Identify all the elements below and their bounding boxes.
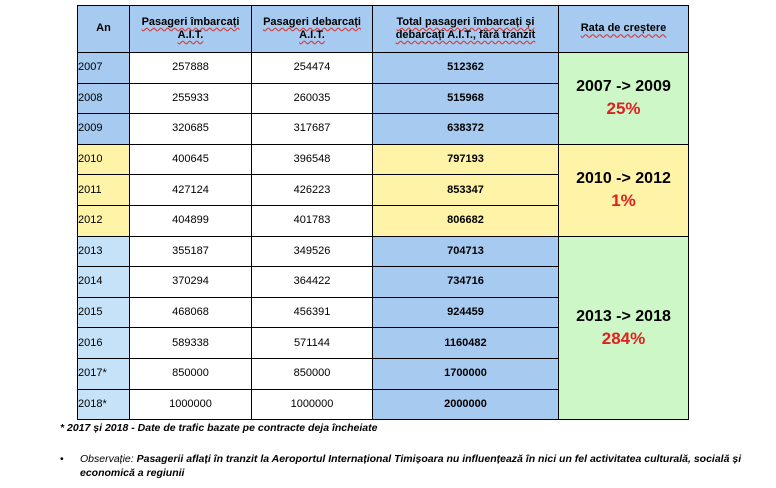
observation-note [60, 452, 760, 480]
year-cell: 2017* [78, 358, 130, 389]
year-cell: 2007 [78, 53, 130, 84]
total-cell: 797193 [373, 144, 559, 175]
growth-rate-2007-2009 [559, 53, 689, 145]
embarked-cell: 255933 [130, 83, 252, 114]
year-cell: 2015 [78, 297, 130, 328]
embarked-cell: 404899 [130, 205, 252, 236]
embarked-cell: 320685 [130, 114, 252, 145]
year-cell: 2010 [78, 144, 130, 175]
year-cell: 2012 [78, 205, 130, 236]
total-cell: 924459 [373, 297, 559, 328]
disembarked-cell: 571144 [252, 328, 373, 359]
disembarked-cell: 254474 [252, 53, 373, 84]
header-growth-rate: Rata de creștere [559, 6, 689, 53]
disembarked-cell: 317687 [252, 114, 373, 145]
table-row [78, 53, 689, 84]
total-cell: 1700000 [373, 358, 559, 389]
table-row [78, 236, 689, 267]
embarked-cell: 468068 [130, 297, 252, 328]
disembarked-cell: 349526 [252, 236, 373, 267]
header-disembarked: Pasageri debarcați A.I.T. [252, 6, 373, 53]
disembarked-cell: 396548 [252, 144, 373, 175]
observation-body: Pasagerii aflați în tranzit la Aeroportul Internațional Timișoara nu influențează în nici un fel activitatea culturală, socială și economică a regiunii [80, 453, 742, 479]
total-cell: 806682 [373, 205, 559, 236]
embarked-cell: 257888 [130, 53, 252, 84]
total-cell: 704713 [373, 236, 559, 267]
table-row [78, 144, 689, 175]
header-year: An [78, 6, 130, 53]
growth-range: 2007 -> 2009 [576, 78, 671, 96]
total-cell: 2000000 [373, 389, 559, 420]
table-header-row [78, 6, 689, 53]
disembarked-cell: 426223 [252, 175, 373, 206]
embarked-cell: 589338 [130, 328, 252, 359]
total-cell: 638372 [373, 114, 559, 145]
total-cell: 515968 [373, 83, 559, 114]
disembarked-cell: 364422 [252, 267, 373, 298]
disembarked-cell: 850000 [252, 358, 373, 389]
header-embarked: Pasageri îmbarcați A.I.T. [130, 6, 252, 53]
total-cell: 734716 [373, 267, 559, 298]
total-cell: 512362 [373, 53, 559, 84]
year-cell: 2014 [78, 267, 130, 298]
growth-rate-2010-2012 [559, 144, 689, 236]
year-cell: 2016 [78, 328, 130, 359]
growth-percent: 25% [606, 99, 641, 119]
disembarked-cell: 260035 [252, 83, 373, 114]
year-cell: 2009 [78, 114, 130, 145]
embarked-cell: 400645 [130, 144, 252, 175]
embarked-cell: 427124 [130, 175, 252, 206]
passenger-traffic-table [77, 5, 689, 420]
embarked-cell: 850000 [130, 358, 252, 389]
bullet-icon: • [60, 453, 64, 465]
year-cell: 2008 [78, 83, 130, 114]
year-cell: 2018* [78, 389, 130, 420]
growth-percent: 284% [601, 328, 646, 348]
embarked-cell: 1000000 [130, 389, 252, 420]
embarked-cell: 370294 [130, 267, 252, 298]
embarked-cell: 355187 [130, 236, 252, 267]
year-cell: 2013 [78, 236, 130, 267]
footnote: * 2017 și 2018 - Date de trafic bazate pe contracte deja încheiate [60, 422, 378, 434]
observation-label: Observație: [80, 453, 134, 465]
growth-range: 2013 -> 2018 [576, 307, 671, 325]
total-cell: 1160482 [373, 328, 559, 359]
disembarked-cell: 456391 [252, 297, 373, 328]
disembarked-cell: 1000000 [252, 389, 373, 420]
growth-percent: 1% [611, 191, 636, 211]
growth-rate-2013-2018 [559, 236, 689, 420]
disembarked-cell: 401783 [252, 205, 373, 236]
growth-range: 2010 -> 2012 [576, 170, 671, 188]
observation-text [80, 452, 760, 480]
header-total: Total pasageri îmbarcați și debarcați A.I.T., fără tranzit [373, 6, 559, 53]
year-cell: 2011 [78, 175, 130, 206]
total-cell: 853347 [373, 175, 559, 206]
